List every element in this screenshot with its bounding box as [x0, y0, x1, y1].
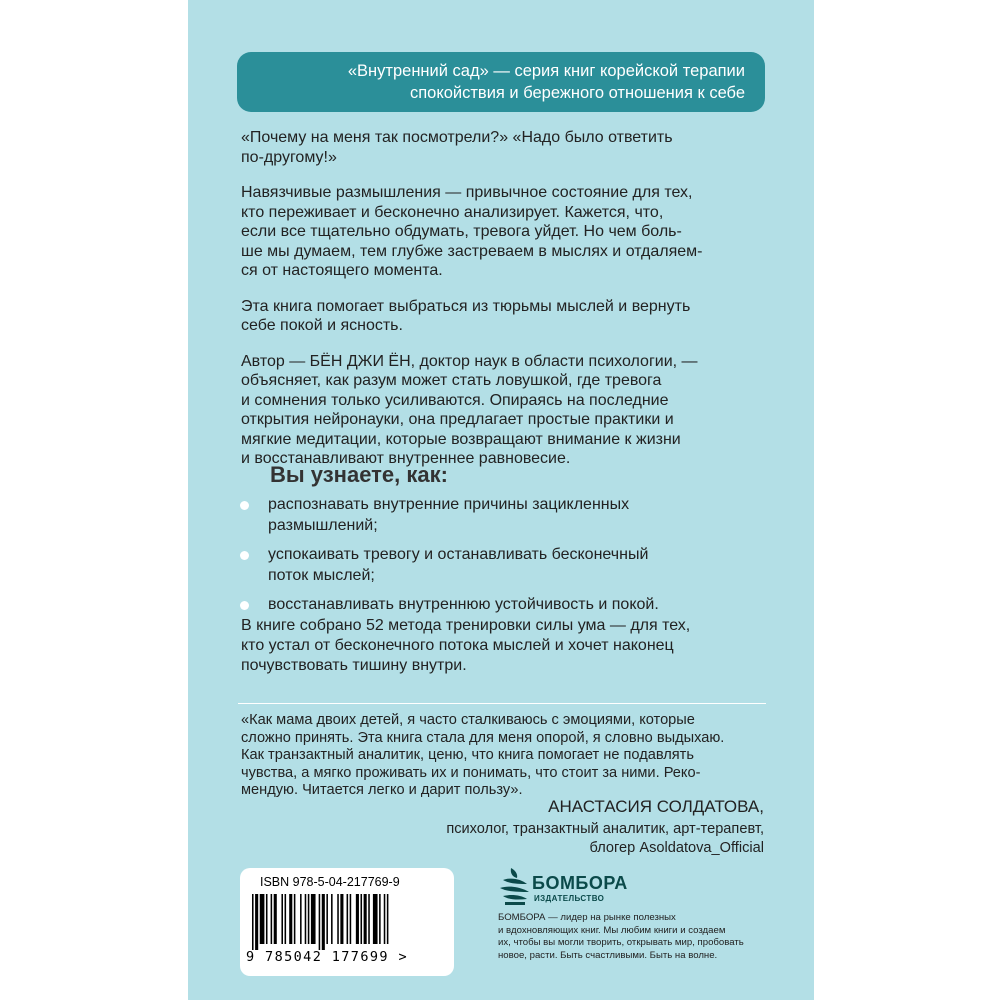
text-line: Как транзактный аналитик, ценю, что книга помогает не подавлять: [241, 747, 694, 763]
text-line: если все тщательно обдумать, тревога уйдет. Но чем боль-: [241, 223, 682, 240]
series-banner-line: спокойствия и бережного отношения к себе: [409, 84, 745, 102]
description-paragraph: [241, 128, 769, 167]
text-line: и сомнения только усиливаются. Опираясь на последние: [241, 391, 669, 409]
learn-list: [240, 494, 760, 615]
list-item: [240, 544, 760, 586]
divider: [238, 703, 766, 704]
text-line: В книге собрано 52 метода тренировки силы ума — для тех,: [241, 617, 691, 634]
bullet-dot-icon: [240, 551, 249, 560]
text-line: мендую. Читается легко и дарит пользу».: [241, 782, 523, 798]
list-item: [240, 594, 760, 615]
text-line: чувства, а мягко проживать их и понимать, что стоит за ними. Реко-: [241, 764, 701, 781]
text-line: Навязчивые размышления — привычное состояние для тех,: [241, 184, 693, 201]
text-line: распознавать внутренние причины зацикленных: [268, 496, 630, 513]
text-line: восстанавливать внутреннюю устойчивость и покой.: [268, 596, 659, 613]
text-line: поток мыслей;: [268, 567, 375, 584]
text-line: и восстанавливают внутреннее равновесие.: [241, 450, 571, 467]
description-paragraph: [241, 297, 769, 336]
text-line: БОМБОРА — лидер на рынке полезных: [498, 912, 676, 923]
text-line: успокаивать тревогу и останавливать бесконечный: [268, 546, 649, 563]
description-paragraph: [241, 352, 769, 469]
series-banner: [237, 52, 765, 112]
barcode-digits: 9 785042 177699 >: [246, 949, 408, 965]
text-line: психолог, транзактный аналитик, арт-терапевт,: [446, 821, 764, 837]
text-line: ше мы думаем, тем глубже застреваем в мыслях и отдаляем-: [241, 242, 703, 260]
description-text: [241, 128, 769, 485]
text-line: «Как мама двоих детей, я часто сталкиваюсь с эмоциями, которые: [241, 712, 695, 728]
text-line: размышлений;: [268, 517, 378, 534]
isbn-label: ISBN 978-5-04-217769-9: [260, 875, 400, 889]
text-line: почувствовать тишину внутри.: [241, 657, 467, 674]
learn-heading: Вы узнаете, как:: [270, 462, 448, 487]
text-line: кто устал от бесконечного потока мыслей и хочет наконец: [241, 637, 674, 654]
testimonial-quote: [241, 712, 771, 800]
text-line: по-другому!»: [241, 148, 337, 166]
text-line: новое, расти. Быть счастливыми. Быть на волне.: [498, 949, 718, 961]
testimonial-author-role: [446, 820, 764, 858]
text-line: объясняет, как разум может стать ловушкой, где тревога: [241, 372, 662, 389]
bullet-dot-icon: [240, 501, 249, 510]
text-line: ся от настоящего момента.: [241, 262, 443, 279]
text-line: Эта книга помогает выбраться из тюрьмы мыслей и вернуть: [241, 297, 691, 315]
publisher-name: БОМБОРА: [532, 873, 628, 893]
publisher-subtitle: ИЗДАТЕЛЬСТВО: [534, 894, 605, 903]
description-paragraph: [241, 183, 769, 281]
bombora-logo-icon: [497, 866, 531, 906]
summary-text: [241, 616, 771, 676]
text-line: блогер Asoldatova_Official: [589, 840, 764, 856]
testimonial-author: АНАСТАСИЯ СОЛДАТОВА,: [548, 797, 764, 816]
bullet-dot-icon: [240, 601, 249, 610]
text-line: их, чтобы вы могли творить, открывать мир, пробовать: [498, 937, 744, 948]
barcode-icon: [248, 894, 446, 950]
text-line: открытия нейронауки, она предлагает простые практики и: [241, 411, 674, 428]
text-line: мягкие медитации, которые возвращают внимание к жизни: [241, 430, 681, 448]
barcode-panel: [240, 868, 454, 976]
text-line: Автор — БЁН ДЖИ ЁН, доктор наук в области психологии, —: [241, 352, 698, 370]
text-line: сложно принять. Эта книга стала для меня опорой, я словно выдыхаю.: [241, 729, 725, 746]
book-back-cover: [188, 0, 814, 1000]
text-line: «Почему на меня так посмотрели?» «Надо было ответить: [241, 129, 673, 146]
text-line: себе покой и ясность.: [241, 317, 403, 334]
text-line: кто переживает и бесконечно анализирует. Кажется, что,: [241, 203, 664, 221]
text-line: и вдохновляющих книг. Мы любим книги и создаем: [498, 924, 726, 936]
series-banner-line: «Внутренний сад» — серия книг корейской терапии: [347, 62, 745, 80]
list-item: [240, 494, 760, 536]
publisher-blurb: [498, 912, 758, 962]
